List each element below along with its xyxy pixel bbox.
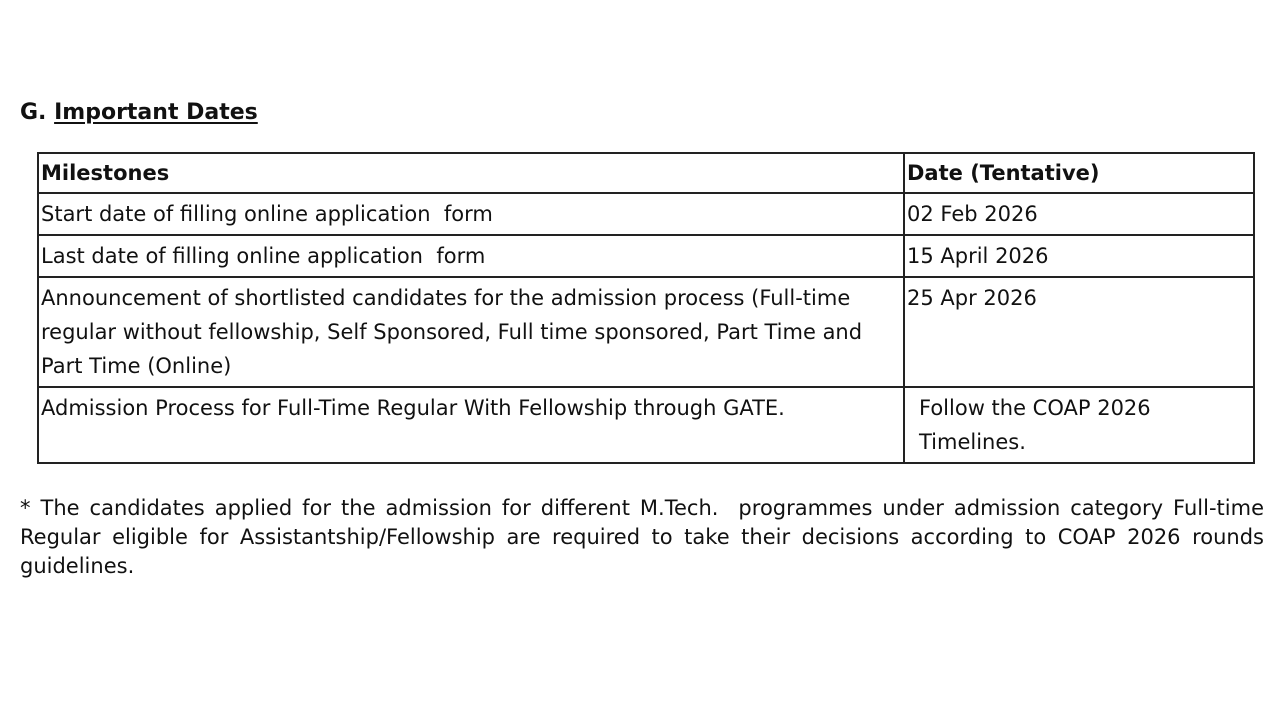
table-row	[38, 387, 1254, 463]
table-row	[38, 235, 1254, 277]
date-cell: 15 April 2026	[904, 235, 1254, 277]
section-letter: G.	[20, 100, 47, 125]
milestone-cell: Admission Process for Full-Time Regular With Fellowship through GATE.	[38, 387, 904, 463]
table-header-row	[38, 153, 1254, 193]
section-heading	[20, 100, 258, 125]
date-cell: 25 Apr 2026	[904, 277, 1254, 387]
table-row	[38, 193, 1254, 235]
date-cell: 02 Feb 2026	[904, 193, 1254, 235]
milestone-cell: Last date of filling online application form	[38, 235, 904, 277]
important-dates-table	[37, 152, 1255, 464]
date-cell: Follow the COAP 2026 Timelines.	[904, 387, 1254, 463]
header-date: Date (Tentative)	[904, 153, 1254, 193]
milestone-cell: Start date of filling online application form	[38, 193, 904, 235]
section-title: Important Dates	[54, 100, 258, 125]
footnote: * The candidates applied for the admission for different M.Tech. programmes under admission category Full-time Regular eligible for Assistantship/Fellowship are required to take their decisions according to COAP 2026 rounds guidelines.	[20, 496, 1271, 578]
milestone-cell: Announcement of shortlisted candidates for the admission process (Full-time regular without fellowship, Self Sponsored, Full time sponsored, Part Time and Part Time (Online)	[38, 277, 904, 387]
table-row	[38, 277, 1254, 387]
header-milestones: Milestones	[38, 153, 904, 193]
